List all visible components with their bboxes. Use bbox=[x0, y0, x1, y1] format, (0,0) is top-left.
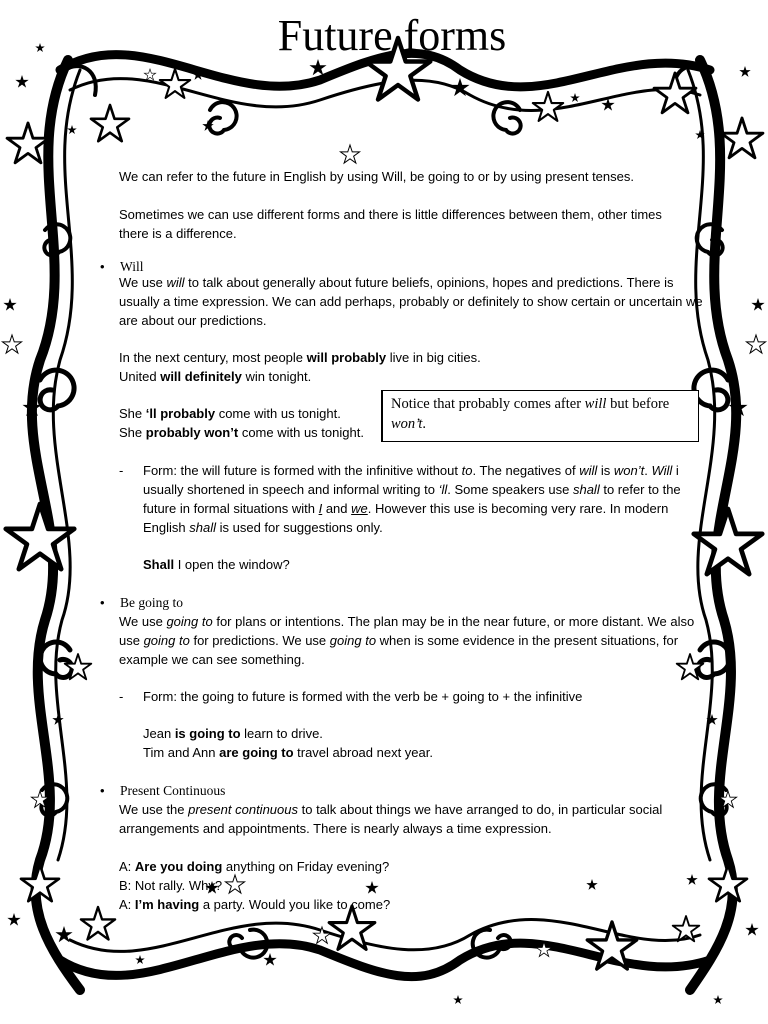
dash-marker: - bbox=[119, 463, 124, 478]
example-sentence: Shall I open the window? bbox=[143, 557, 290, 572]
dialogue-line: B: Not rally. Why? bbox=[119, 878, 223, 893]
paragraph-line: We use going to for plans or intentions. The plan may be in the near future, or more distant. We also bbox=[119, 614, 695, 629]
section-heading-will: Will bbox=[120, 259, 144, 274]
notice-line: won’t. bbox=[391, 416, 427, 432]
paragraph-line: We use will to talk about generally about future beliefs, opinions, hopes and predictions. There is bbox=[119, 275, 674, 290]
paragraph-line: are about our predictions. bbox=[119, 313, 267, 328]
form-note-line: Form: the going to future is formed with the verb be + going to + the infinitive bbox=[143, 689, 583, 704]
bullet-icon: • bbox=[100, 595, 105, 610]
dialogue-line: A: I’m having a party. Would you like to come? bbox=[119, 897, 391, 912]
intro-line: Sometimes we can use different forms and there is little differences between them, other times bbox=[119, 207, 662, 222]
example-sentence: United will definitely win tonight. bbox=[119, 369, 312, 384]
paragraph-line: usually a time expression. We can add perhaps, probably or definitely to show certain or uncertain we bbox=[119, 294, 703, 309]
notice-line: Notice that probably comes after will but before bbox=[391, 396, 670, 412]
example-sentence: She probably won’t come with us tonight. bbox=[119, 425, 364, 440]
example-sentence: She ‘ll probably come with us tonight. bbox=[119, 406, 341, 421]
section-heading-going-to: Be going to bbox=[120, 595, 183, 610]
example-sentence: Tim and Ann are going to travel abroad next year. bbox=[143, 745, 433, 760]
paragraph-line: We use the present continuous to talk about things we have arranged to do, in particular social bbox=[119, 802, 663, 817]
notice-box bbox=[381, 390, 699, 442]
form-note-line: future in formal situations with I and we. However this use is becoming very rare. In modern bbox=[143, 501, 669, 516]
form-note-line: Form: the will future is formed with the infinitive without to. The negatives of will is won’t. Will i bbox=[143, 463, 679, 478]
page-title: Future forms bbox=[277, 11, 507, 60]
example-sentence: Jean is going to learn to drive. bbox=[143, 726, 323, 741]
paragraph-line: example we can see something. bbox=[119, 652, 305, 667]
dash-marker: - bbox=[119, 689, 124, 704]
paragraph-line: use going to for predictions. We use going to when is some evidence in the present situations, for bbox=[119, 633, 679, 648]
dialogue-line: A: Are you doing anything on Friday evening? bbox=[119, 859, 390, 874]
example-sentence: In the next century, most people will probably live in big cities. bbox=[119, 350, 481, 365]
paragraph-line: arrangements and appointments. There is nearly always a time expression. bbox=[119, 821, 552, 836]
bullet-icon: • bbox=[100, 783, 105, 798]
section-heading-present-continuous: Present Continuous bbox=[120, 783, 226, 798]
form-note-line: usually shortened in speech and informal writing to ‘ll. Some speakers use shall to refer to the bbox=[143, 482, 681, 497]
bullet-icon: • bbox=[100, 259, 105, 274]
form-note-line: English shall is used for suggestions only. bbox=[143, 520, 383, 535]
intro-line: We can refer to the future in English by using Will, be going to or by using present tenses. bbox=[119, 169, 634, 184]
intro-line: there is a difference. bbox=[119, 226, 237, 241]
